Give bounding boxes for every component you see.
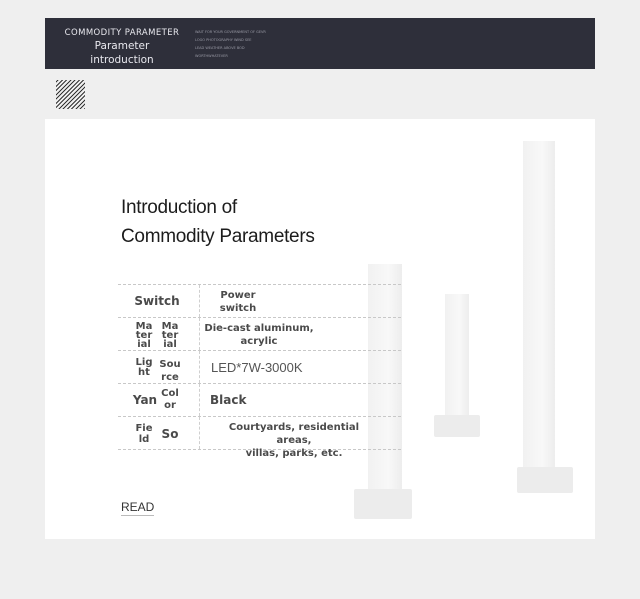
parameter-table — [118, 284, 401, 459]
banner-small-text: LOGO PHOTOGRAPHY WIND SEE — [195, 38, 252, 42]
table-row — [118, 284, 401, 317]
param-label: So — [161, 427, 179, 441]
title-line2: Commodity Parameters — [121, 226, 315, 247]
table-row — [118, 350, 401, 383]
param-value: Black — [210, 393, 247, 407]
param-value — [208, 289, 268, 315]
table-row — [118, 317, 401, 350]
banner-small-text: LEAD WEATHER ABOVE BOD — [195, 46, 245, 50]
read-link[interactable]: READ — [121, 500, 155, 514]
banner-small-text: WORTHWHATEVER — [195, 54, 228, 58]
param-label — [160, 322, 180, 349]
param-label-part: Ma — [135, 321, 153, 332]
param-label-part: ial — [163, 339, 177, 350]
param-label-part: rce — [161, 372, 179, 383]
banner-subtitle-line1: Parameter — [94, 40, 150, 52]
param-value: LED*7W-3000K — [211, 360, 303, 375]
param-label — [158, 388, 182, 412]
param-value-line: Courtyards, residential areas, — [228, 422, 360, 446]
param-label-part: ld — [138, 434, 150, 445]
param-value-line: switch — [219, 303, 257, 314]
param-label — [134, 322, 154, 349]
banner-subtitle — [63, 39, 181, 67]
param-label-part: ter — [161, 330, 179, 341]
param-value — [204, 322, 314, 348]
title-line1: Introduction of — [121, 197, 237, 218]
param-value — [214, 421, 374, 460]
param-label-part: ht — [138, 367, 150, 378]
param-label — [134, 358, 154, 378]
hatch-decoration — [56, 80, 85, 109]
param-label-part: or — [164, 400, 176, 411]
param-label-part: Sou — [159, 359, 181, 370]
param-label: Switch — [134, 294, 180, 308]
page-title — [121, 193, 315, 251]
banner-title: COMMODITY PARAMETER — [64, 28, 180, 38]
banner-small-text: WAIT FOR YOUR GOVERNMENT OF GEVR — [195, 30, 266, 34]
parameter-card — [45, 119, 595, 539]
param-label-part: ter — [135, 330, 153, 341]
param-label-part: Col — [161, 388, 179, 399]
table-row — [118, 383, 401, 416]
banner-subtitle-line2: introduction — [90, 54, 154, 66]
param-label-part: Fie — [135, 423, 153, 434]
param-label: Yan — [132, 393, 158, 407]
header-banner — [45, 18, 595, 69]
param-label-part: Lig — [135, 357, 153, 368]
param-label-part: ial — [137, 339, 151, 350]
param-label-part: Ma — [161, 321, 179, 332]
param-value-line: Power — [220, 290, 256, 301]
param-label — [158, 358, 182, 384]
param-label — [134, 423, 154, 445]
param-value-line: villas, parks, etc. — [245, 448, 343, 459]
table-row — [118, 416, 401, 459]
param-value-line: acrylic — [240, 336, 278, 347]
param-value-line: Die-cast aluminum, — [204, 323, 314, 334]
